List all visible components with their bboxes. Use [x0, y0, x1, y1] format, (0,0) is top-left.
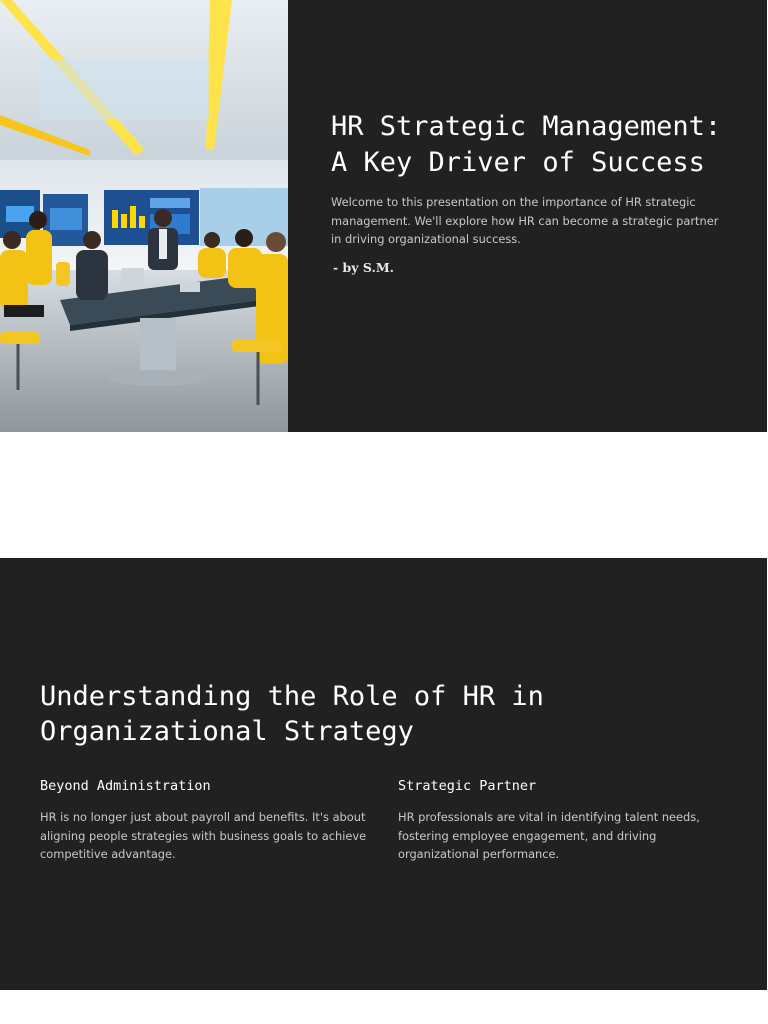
column-text: HR is no longer just about payroll and benefits. It's about aligning people strategies with business goals to achieve competitive advantage.: [40, 810, 367, 861]
strategic-partner-column: [398, 777, 718, 864]
column-text: HR professionals are vital in identifying talent needs, fostering employee engagement, and driving organizational performance.: [398, 810, 700, 861]
slide-intro-text: Welcome to this presentation on the importance of HR strategic management. We'll explore how HR can become a strategic partner in driving organizational success.: [331, 195, 719, 246]
column-heading: Beyond Administration: [40, 778, 211, 794]
section-title: Understanding the Role of HR in Organizational Strategy: [40, 681, 544, 747]
beyond-administration-column: [40, 777, 375, 864]
column-heading: Strategic Partner: [398, 778, 537, 794]
slide-title: HR Strategic Management: A Key Driver of Success: [331, 111, 722, 178]
author-byline: - by S.M.: [333, 260, 395, 275]
title-slide: [0, 0, 767, 432]
role-of-hr-slide: [0, 558, 767, 990]
meeting-photo: [0, 0, 288, 432]
